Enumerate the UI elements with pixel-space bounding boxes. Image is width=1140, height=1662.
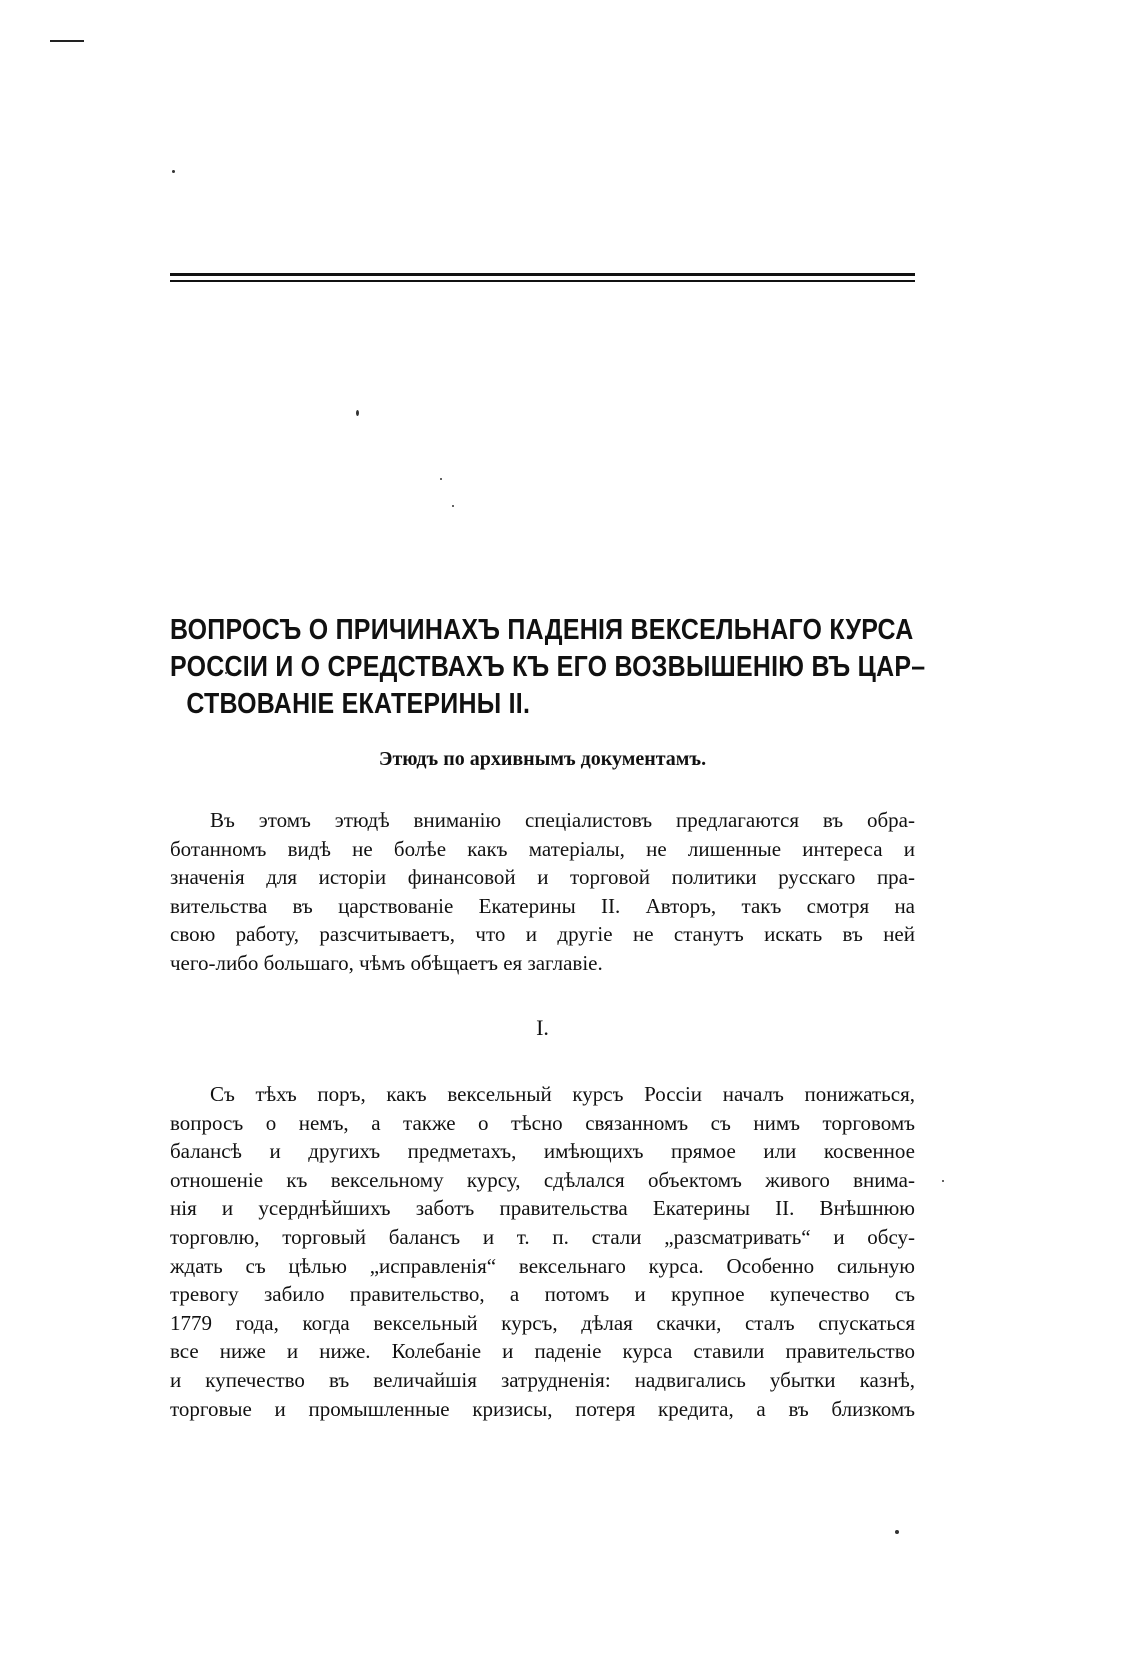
text-line: отношеніе къ вексельному курсу, сдѣлался объектомъ живого внима- (170, 1167, 915, 1192)
section-paragraph (170, 1080, 915, 1423)
scan-speck (172, 170, 175, 173)
text-line: и купечество въ величайшія затрудненія: надвигались убытки казнѣ, (170, 1367, 915, 1392)
text-line: балансѣ и другихъ предметахъ, имѣющихъ прямое или косвенное (170, 1139, 915, 1164)
scan-speck (356, 410, 359, 416)
text-line: вопросъ о немъ, а также о тѣсно связанномъ съ нимъ торговомъ (170, 1110, 915, 1135)
header-rule (170, 273, 915, 276)
text-line: свою работу, разсчитываетъ, что и другіе не станутъ искать въ ней (170, 922, 915, 947)
header-rule-thin (170, 280, 915, 282)
text-line: чего-либо большаго, чѣмъ обѣщаетъ ея заглавіе. (170, 950, 603, 975)
corner-mark (50, 40, 84, 42)
text-line: торговые и промышленные кризисы, потеря кредита, а въ близкомъ (170, 1396, 915, 1421)
text-line: ждать съ цѣлью „исправленія“ вексельнаго курса. Особенно сильную (170, 1253, 915, 1278)
scan-speck (942, 1180, 944, 1182)
text-line: 1779 года, когда вексельный курсъ, дѣлая скачки, сталъ спускаться (170, 1310, 915, 1335)
scan-speck (440, 478, 442, 480)
text-line: Въ этомъ этюдѣ вниманію спеціалистовъ предлагаются въ обра- (210, 808, 915, 832)
article-subtitle: Этюдъ по архивнымъ документамъ. (378, 748, 707, 770)
text-line: Съ тѣхъ поръ, какъ вексельный курсъ Россіи началъ понижаться, (210, 1082, 915, 1106)
text-line: тревогу забило правительство, а потомъ и крупное купечество съ (170, 1282, 915, 1307)
text-line: все ниже и ниже. Колебаніе и паденіе курса ставили правительство (170, 1339, 915, 1364)
section-number: I. (536, 1015, 549, 1040)
article-title (170, 612, 926, 723)
text-line: торговлю, торговый балансъ и т. п. стали „разсматривать“ и обсу- (170, 1224, 915, 1249)
text-line: нія и усерднѣйшихъ заботъ правительства Екатерины II. Внѣшнюю (170, 1196, 915, 1221)
title-line: РОССІИ И О СРЕДСТВАХЪ КЪ ЕГО ВОЗВЫШЕНІЮ ВЪ ЦАР– (170, 651, 926, 683)
title-line: ВОПРОСЪ О ПРИЧИНАХЪ ПАДЕНІЯ ВЕКСЕЛЬНАГО КУРСА (170, 614, 914, 646)
text-line: вительства въ царствованіе Екатерины II. Авторъ, такъ смотря на (170, 893, 915, 918)
intro-paragraph (170, 806, 915, 978)
text-line: ботанномъ видѣ не болѣе какъ матеріалы, не лишенные интереса и (170, 836, 915, 861)
scan-speck (452, 505, 454, 507)
text-line: значенія для исторіи финансовой и торговой политики русскаго пра- (170, 865, 915, 890)
title-line: СТВОВАНІЕ ЕКАТЕРИНЫ II. (186, 688, 531, 720)
scan-speck (895, 1530, 899, 1534)
